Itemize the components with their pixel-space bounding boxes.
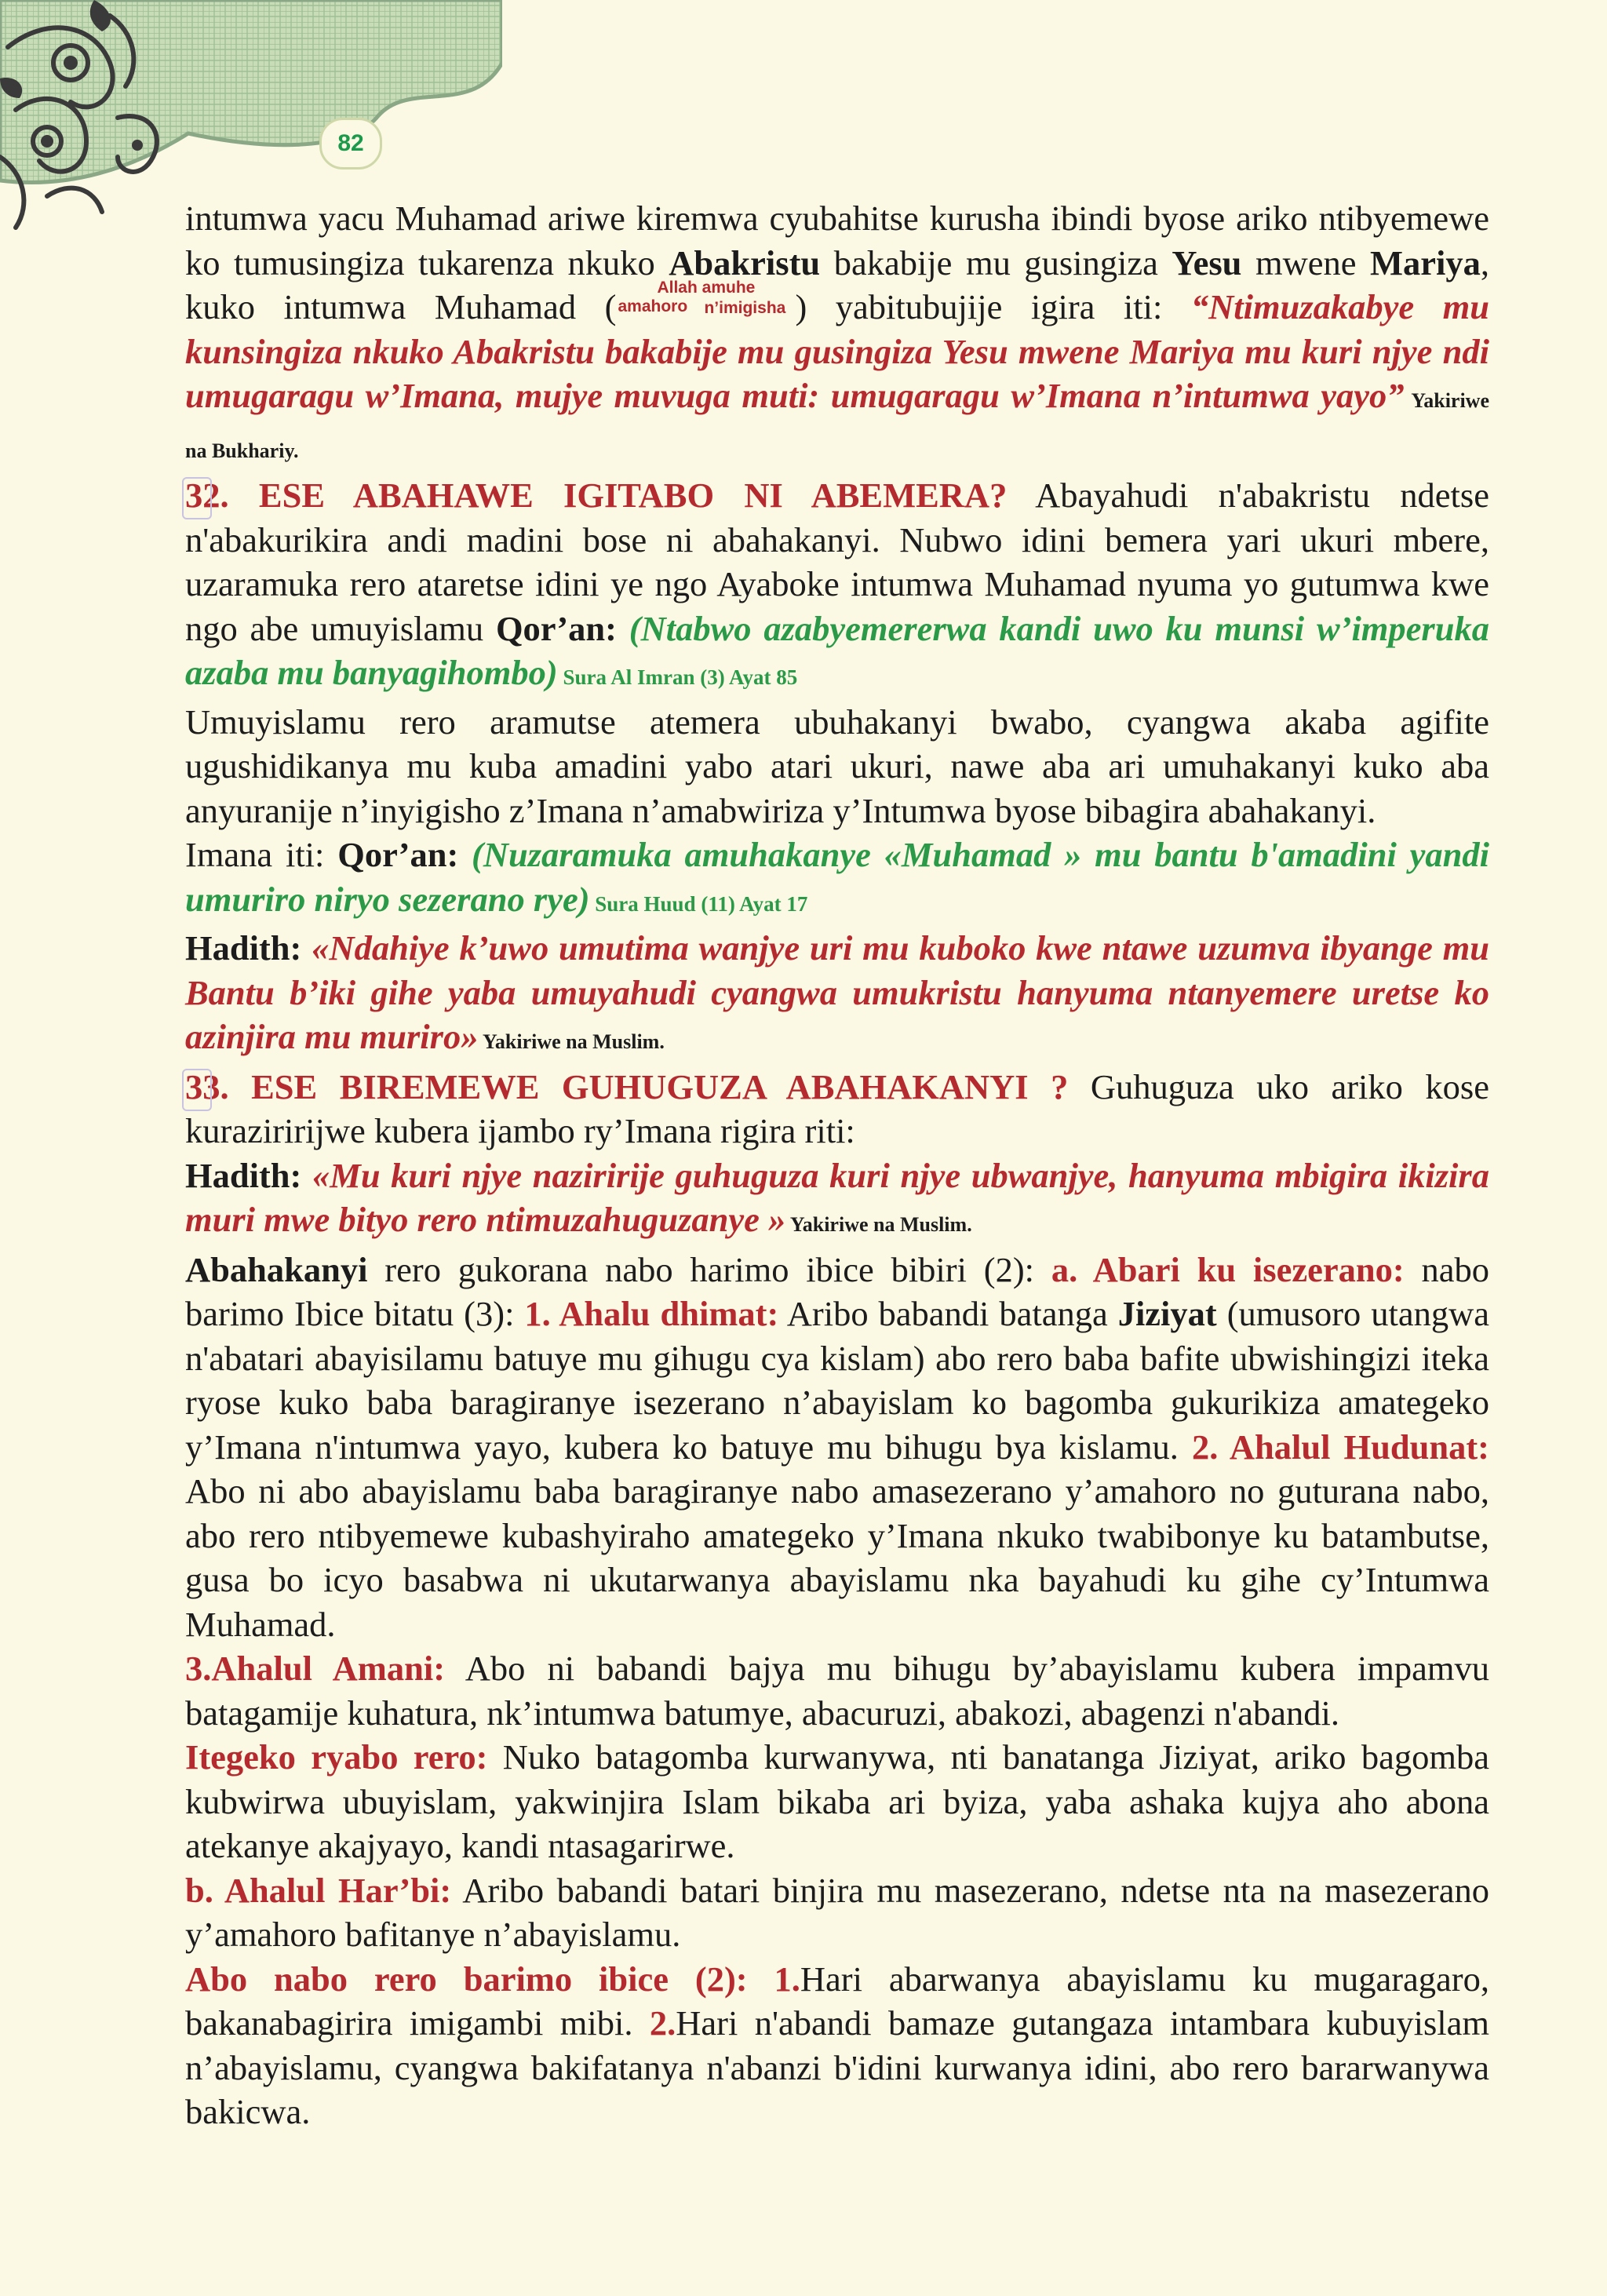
text: Guhuguza uko ariko kose kuraziririjwe kubera ijambo ry’Imana rigira riti: [185, 1066, 1489, 1150]
hadith-quote: «Ndahiye k’uwo umutima wanjye uri mu kuboko kwe ntawe uzumva ibyange mu Bantu b’iki gihe yaba umuyahudi cyangwa umukristu hanyuma ntanyemere uretse ko azinjira mu muriro» [185, 928, 1489, 1056]
paragraph-4 [185, 833, 1489, 926]
red-heading: 2. [649, 2003, 676, 2043]
text: intumwa yacu Muhamad ariwe kiremwa cyubahitse kurusha ibindi byose ariko ntibyemewe ko tumusingiza tukarenza nkuko [185, 199, 1489, 282]
paragraph-1 [185, 196, 1489, 473]
paragraph-10 [185, 1735, 1489, 1868]
plaid-panel [0, 0, 502, 183]
bold-term: Jiziyat [1117, 1294, 1217, 1333]
hadith-quote: “Ntimuzakabye mu kunsingiza nkuko Abakristu bakabije mu gusingiza Yesu mwene Mariya mu kuri njye ndi umugaragu w’Imana, mujye muvuga muti: umugaragu w’Imana n’intumwa yayo” [185, 287, 1489, 415]
paragraph-3 [185, 700, 1489, 833]
text: Umuyislamu rero aramutse atemera ubuhakanyi bwabo, cyangwa akaba agifite ugushidikanya mu kuba amadini yabo atari ukuri, nawe aba ari umuhakanyi kuko aba anyuranije n’inyigisho z’Imana n’amabwiriza y’Intumwa byose bibagira abahakanyi. [185, 702, 1489, 830]
question-heading: ESE ABAHAWE IGITABO NI ABEMERA? [228, 476, 1008, 515]
question-number: 32. [185, 476, 229, 515]
text: Abo ni abo abayislamu baba baragiranye nabo amasezerano y’amahoro no guturana nabo, abo rero ntibyemewe kubashyiraho amategeko y’Imana nkuko twabibonye ku batambutse, gusa bo icyo basabwa ni ukutarwanya abayislamu nka bayahudi ku gihe cy’Intumwa Muhamad. [185, 1471, 1489, 1644]
text: , kuko intumwa Muhamad ( [185, 242, 1489, 326]
salawat-line2b: n’imigisha [704, 299, 786, 317]
text: Abo ni babandi bajya mu bihugu by’abayislamu kubera impamvu batagamije kuhatura, nk’intumwa batumye, abacuruzi, abakozi, abagenzi n'abandi. [185, 1649, 1489, 1733]
quran-quote: (Nuzaramuka amuhakanye «Muhamad » mu bantu b'amadini yandi umuriro niryo sezerano rye) [185, 835, 1489, 919]
red-heading: 3.Ahalul Amani: [185, 1649, 446, 1688]
bold-term: Qor’an: [495, 608, 617, 648]
salawat-line1: Allah amuhe [657, 279, 756, 297]
red-heading: 1. Ahalu dhimat: [524, 1294, 779, 1333]
question-number: 33. [185, 1066, 229, 1106]
bold-term: Mariya [1369, 242, 1481, 282]
paragraph-6 [185, 1065, 1489, 1153]
bold-term: Abahakanyi [185, 1249, 368, 1289]
paragraph-7 [185, 1153, 1489, 1248]
page-content [185, 196, 1489, 2134]
text: Hari abarwanya abayislamu ku mugaragaro, bakanabagirira imigambi mibi. [185, 1959, 1489, 2043]
bold-term: Qor’an: [337, 835, 459, 874]
question-heading: ESE BIREMEWE GUHUGUZA ABAHAKANYI ? [228, 1066, 1069, 1106]
text: rero gukorana nabo harimo ibice bibiri (2): [367, 1249, 1051, 1289]
text: (umusoro utangwa n'abatari abayisilamu batuye mu gihugu cya kislam) abo rero baba bafite ubwishingizi iteka ryose kuko baba baragiranye isezerano n’abayislam ko bagomba gukurikiza amategeko y’Imana n'intumwa yayo, kubera ko batuye mu bihugu bya kislamu. [185, 1294, 1489, 1467]
text: Abayahudi n'abakristu ndetse n'abakurikira andi madini bose ni abahakanyi. Nubwo idini bemera yari ukuri mbere, uzaramuka rero ataretse idini ye ngo Ayaboke intumwa Muhamad nyuma yo gutumwa kwe ngo abe umuyislamu [185, 476, 1489, 648]
text: mwene [1241, 242, 1370, 282]
quran-quote: (Ntabwo azabyemererwa kandi uwo ku munsi w’imperuka azaba mu banyagihombo) [185, 608, 1489, 692]
text: Imana iti: [185, 835, 338, 874]
red-heading: a. Abari ku isezerano: [1051, 1249, 1405, 1289]
bold-term: Hadith: [185, 1155, 302, 1195]
paragraph-12 [185, 1957, 1489, 2134]
sura-citation: Sura Al Imran (3) Ayat 85 [557, 665, 798, 689]
paragraph-9 [185, 1646, 1489, 1735]
text: Hari n'abandi bamaze gutangaza intambara kubuyislam n’abayislamu, cyangwa bakifatanya n'abanzi b'idini kurwanya idini, abo rero bararwanywa bakicwa. [185, 2003, 1489, 2131]
source-citation: Yakiriwe na Bukhariy. [185, 389, 1489, 462]
text: Nuko batagomba kurwanywa, nti banatanga Jiziyat, ariko bagomba kubwirwa ubuyislam, yakwinjira Islam bikaba ari byiza, yaba ashaka kujya aho abona atekanye akajyayo, kandi ntasagarirwe. [185, 1737, 1489, 1865]
red-heading: b. Ahalul Har’bi: [185, 1870, 452, 1910]
paragraph-2 [185, 473, 1489, 700]
bold-term: Hadith: [185, 928, 302, 968]
red-heading: 2. Ahalul Hudunat: [1191, 1427, 1490, 1467]
text: ) yabitubujije igira iti: [795, 287, 1191, 326]
paragraph-8 [185, 1248, 1489, 1647]
page-number: 82 [319, 118, 382, 169]
text: Aribo babandi batari binjira mu masezerano, ndetse nta na masezerano y’amahoro bafitanye n’abayislamu. [185, 1870, 1489, 1954]
bold-term: Abakristu [669, 242, 821, 282]
text: bakabije mu gusingiza [820, 242, 1172, 282]
text: Aribo babandi batanga [778, 1294, 1118, 1333]
paragraph-5 [185, 926, 1489, 1065]
bold-term: Yesu [1172, 242, 1242, 282]
source-citation: Yakiriwe na Muslim. [785, 1213, 972, 1236]
red-heading: Itegeko ryabo rero: [185, 1737, 488, 1777]
red-heading: Abo nabo rero barimo ibice (2): 1. [185, 1959, 800, 1999]
salawat-line2a: amahoro [618, 297, 688, 315]
salawat-inscription [616, 279, 795, 323]
sura-citation: Sura Huud (11) Ayat 17 [589, 891, 808, 916]
text: nabo barimo Ibice bitatu (3): [185, 1249, 1489, 1333]
source-citation: Yakiriwe na Muslim. [478, 1030, 665, 1053]
hadith-quote: «Mu kuri njye naziririje guhuguza kuri njye ubwanjye, hanyuma mbigira ikizira muri mwe bityo rero ntimuzahuguzanye » [185, 1155, 1489, 1239]
paragraph-11 [185, 1868, 1489, 1957]
